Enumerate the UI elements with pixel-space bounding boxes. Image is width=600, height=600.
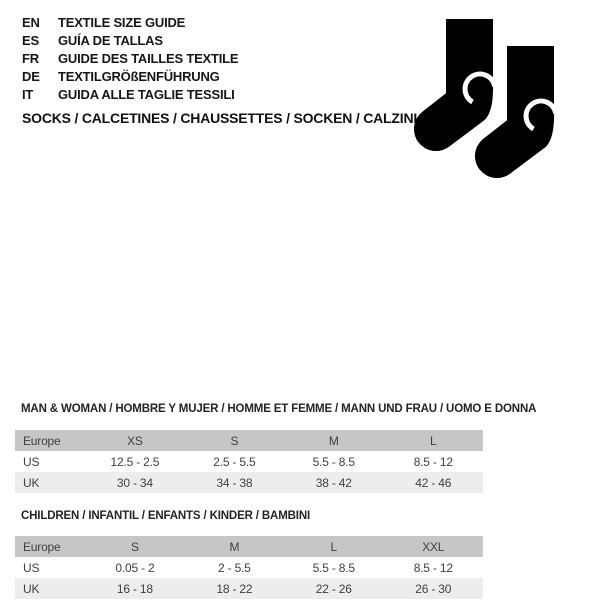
table-title-adults: MAN & WOMAN / HOMBRE Y MUJER / HOMME ET FEMME / MANN UND FRAU / UOMO E DONNA: [21, 403, 537, 415]
column-header-region: Europe: [23, 539, 61, 554]
table-header-row: [15, 430, 483, 451]
language-code: EN: [22, 14, 40, 30]
size-range-cell: 26 - 30: [415, 581, 452, 596]
region-cell: US: [23, 560, 40, 575]
socks-icon-svg: [408, 19, 558, 179]
column-header-region: Europe: [23, 433, 61, 448]
language-row: [22, 67, 238, 85]
size-table-adults: [15, 430, 483, 493]
language-code: FR: [22, 50, 39, 66]
column-header-size: XXL: [422, 539, 445, 554]
language-label: GUIDE DES TAILLES TEXTILE: [58, 50, 239, 66]
size-table-section-children: [15, 509, 483, 599]
table-row-uk: [15, 578, 483, 599]
table-header-row: [15, 536, 483, 557]
size-range-cell: 38 - 42: [315, 475, 352, 490]
language-label: GUÍA DE TALLAS: [58, 32, 163, 48]
table-row-uk: [15, 472, 483, 493]
size-table-children: [15, 536, 483, 599]
column-header-size: S: [131, 539, 139, 554]
socks-icon: [408, 19, 558, 179]
sock-left: [414, 19, 495, 151]
language-code: DE: [22, 68, 40, 84]
size-table-section-adults: [15, 402, 537, 493]
size-range-cell: 42 - 46: [415, 475, 452, 490]
size-range-cell: 5.5 - 8.5: [312, 454, 355, 469]
column-header-size: M: [229, 539, 240, 554]
column-header-size: L: [330, 539, 338, 554]
size-range-cell: 18 - 22: [216, 581, 253, 596]
category-title: SOCKS / CALCETINES / CHAUSSETTES / SOCKEN / CALZINI: [22, 110, 418, 126]
region-cell: US: [23, 454, 40, 469]
size-range-cell: 5.5 - 8.5: [312, 560, 355, 575]
language-list: [22, 13, 238, 103]
column-header-size: L: [430, 433, 437, 448]
language-row: [22, 49, 238, 67]
table-row-us: [15, 451, 483, 472]
size-range-cell: 30 - 34: [116, 475, 153, 490]
language-code: IT: [22, 86, 34, 102]
region-cell: UK: [23, 475, 40, 490]
language-row: [22, 85, 238, 103]
column-header-size: XS: [127, 433, 143, 448]
size-range-cell: 12.5 - 2.5: [110, 454, 160, 469]
language-code: ES: [22, 32, 39, 48]
table-title-children: CHILDREN / INFANTIL / ENFANTS / KINDER / BAMBINI: [21, 510, 311, 522]
size-range-cell: 8.5 - 12: [413, 560, 453, 575]
language-label: TEXTILE SIZE GUIDE: [58, 14, 186, 30]
column-header-size: M: [328, 433, 339, 448]
size-range-cell: 2 - 5.5: [218, 560, 251, 575]
size-range-cell: 22 - 26: [315, 581, 352, 596]
language-label: GUIDA ALLE TAGLIE TESSILI: [58, 86, 235, 102]
size-range-cell: 16 - 18: [116, 581, 153, 596]
language-label: TEXTILGRÖßENFÜHRUNG: [58, 68, 220, 84]
size-range-cell: 2.5 - 5.5: [213, 454, 256, 469]
column-header-size: S: [230, 433, 239, 448]
language-row: [22, 31, 238, 49]
language-row: [22, 13, 238, 31]
size-range-cell: 8.5 - 12: [413, 454, 453, 469]
size-range-cell: 34 - 38: [216, 475, 253, 490]
region-cell: UK: [23, 581, 40, 596]
size-range-cell: 0.05 - 2: [115, 560, 155, 575]
table-row-us: [15, 557, 483, 578]
